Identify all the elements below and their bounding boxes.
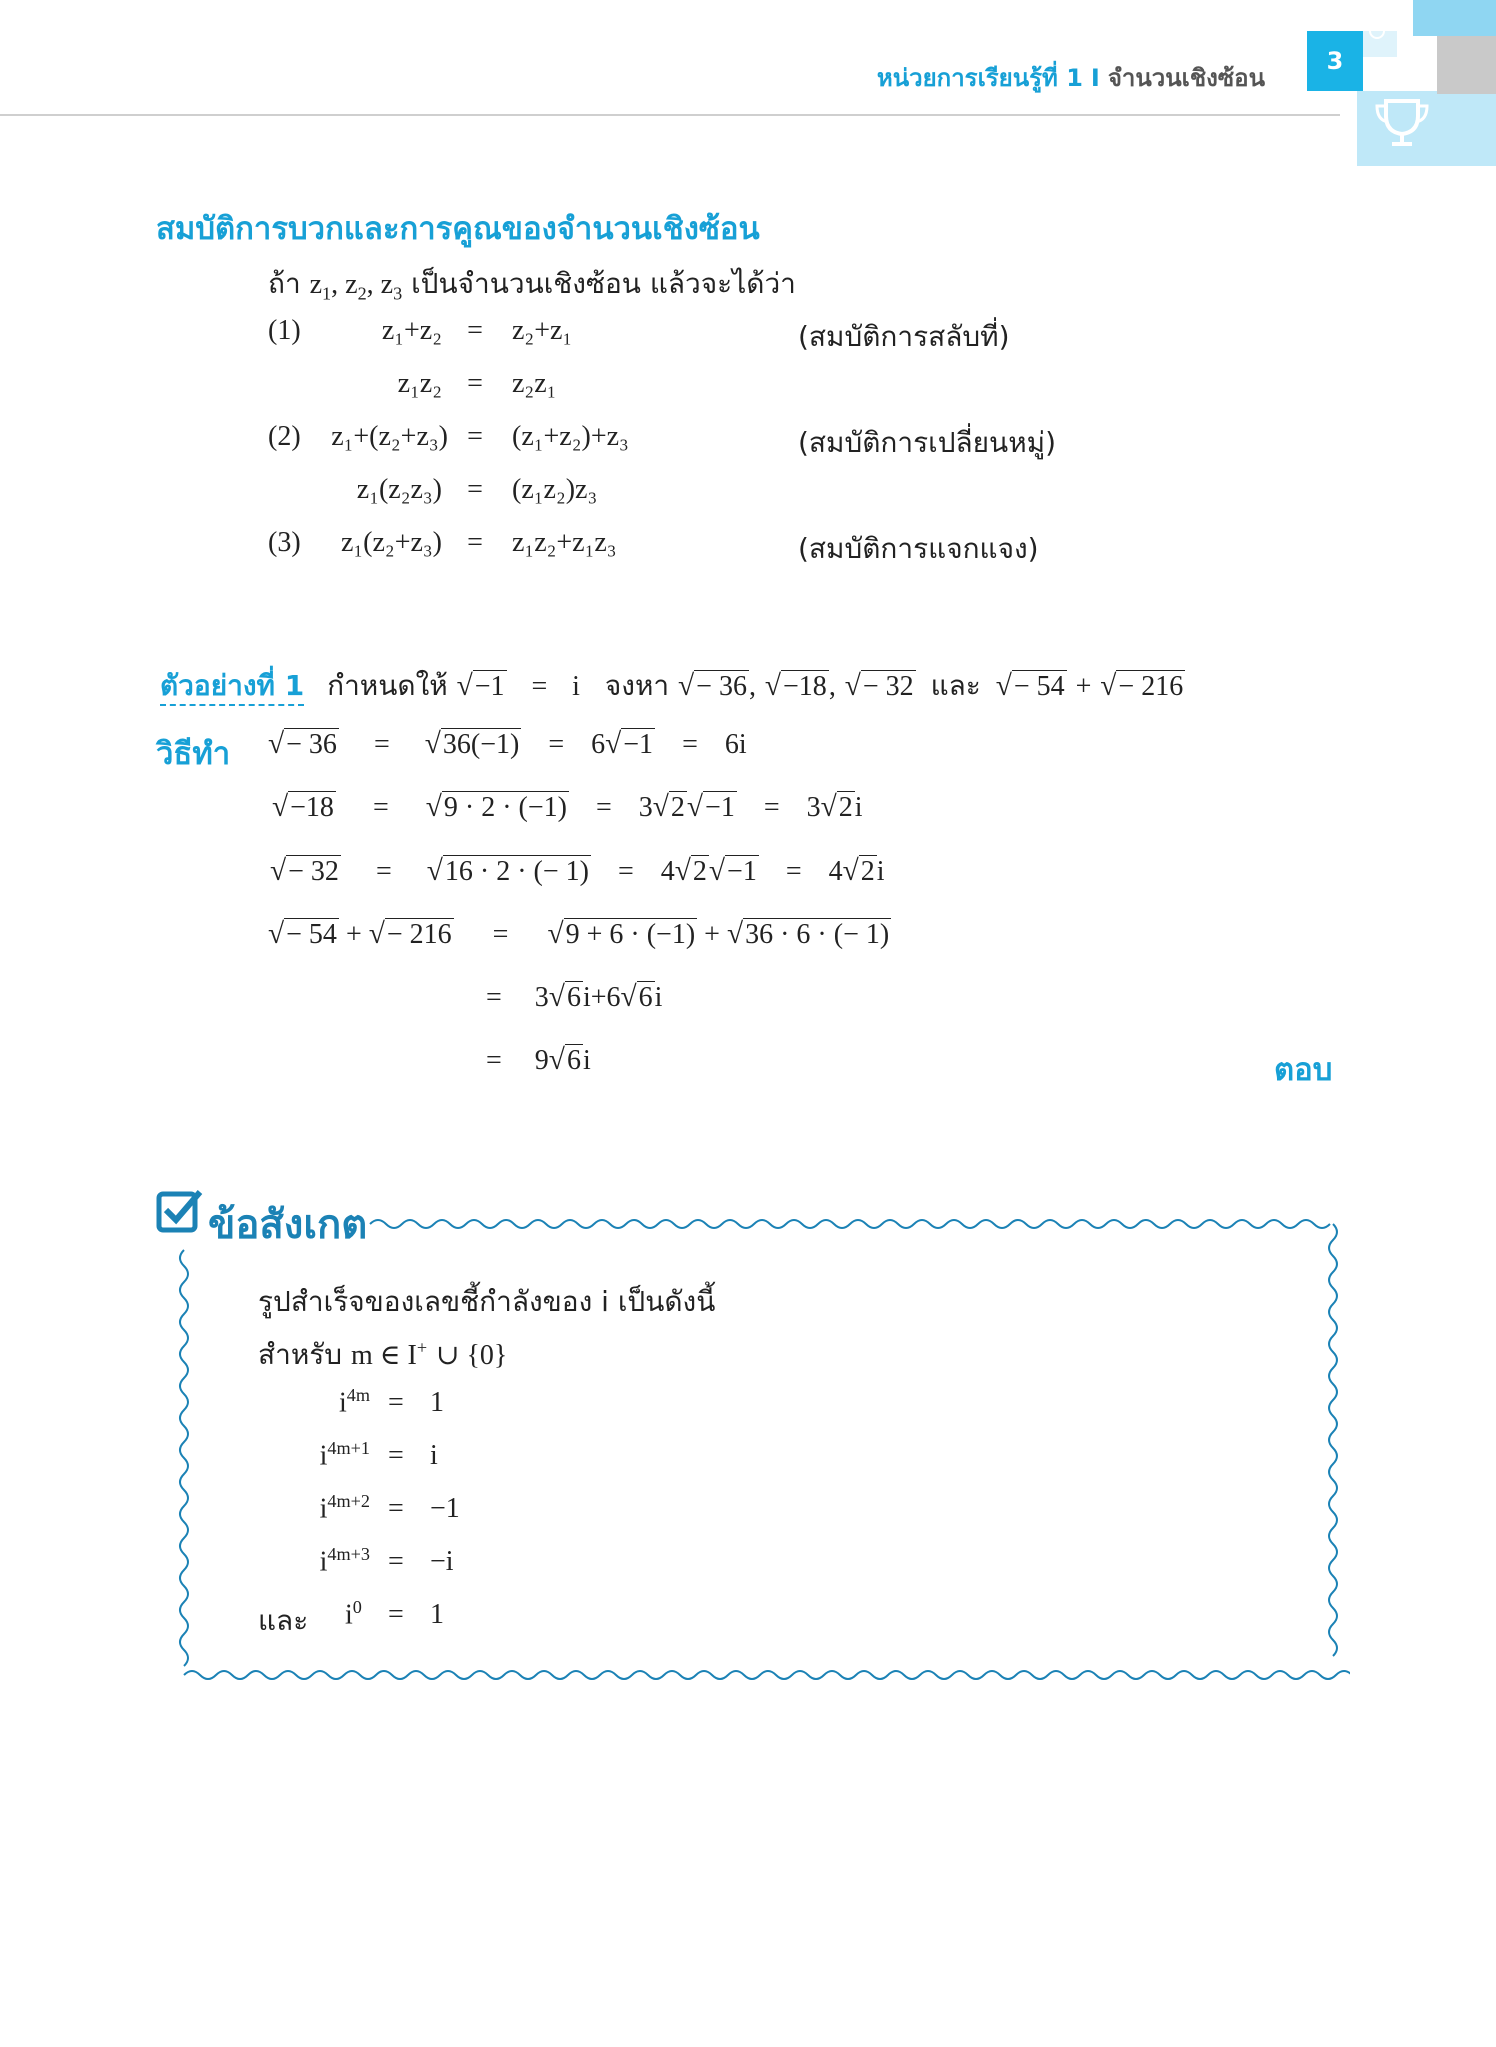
row-rhs: z₁z₂+z₁z₃ <box>512 527 617 558</box>
power-value: 1 <box>430 1599 444 1630</box>
base: i <box>319 1440 328 1472</box>
equals: = <box>492 919 509 950</box>
radicand: − 32 <box>862 671 914 702</box>
solution-label: วิธีทำ <box>156 736 231 772</box>
radicand: − 54 <box>1013 671 1065 702</box>
equals: = <box>388 1387 404 1418</box>
row-lhs: z₁(z₂+z₃) <box>340 527 442 558</box>
header-decoration <box>1437 36 1496 94</box>
equals: = <box>372 792 389 823</box>
for-text: สำหรับ <box>258 1338 343 1371</box>
radical: √16 · 2 · (− 1) <box>426 855 589 887</box>
plus: + <box>1075 671 1092 702</box>
row-eq: = <box>467 315 483 346</box>
power-lhs <box>270 1491 370 1525</box>
example-label: ตัวอย่างที่ 1 <box>160 669 304 706</box>
radical: √9 · 2 · (−1) <box>425 791 567 823</box>
equals: = <box>531 671 548 702</box>
row-rhs: z₂+z₁ <box>512 315 573 346</box>
radicand: −18 <box>290 792 334 823</box>
header-separator: I <box>1090 64 1100 92</box>
row-number: (1) <box>268 315 301 346</box>
radical: √2 <box>842 855 875 887</box>
solution-step-3 <box>270 855 885 888</box>
equals: = <box>486 982 502 1013</box>
superscript: + <box>416 1337 428 1358</box>
radical: √− 32 <box>844 670 914 702</box>
imag-unit: i <box>876 856 885 887</box>
radicand: −18 <box>783 671 827 702</box>
radicand: 6 <box>638 982 653 1013</box>
imag-unit: i <box>582 1045 591 1076</box>
radical: √− 54 <box>268 918 337 950</box>
radical: √− 32 <box>270 855 339 887</box>
power-lhs <box>345 1597 362 1631</box>
equals: = <box>595 792 612 823</box>
row-lhs: z₁z₂ <box>397 368 442 399</box>
row-rhs: z₂z₁ <box>512 368 557 399</box>
exponent: 4m+3 <box>327 1544 370 1564</box>
radicand: 2 <box>692 856 707 887</box>
example-line <box>160 664 1185 708</box>
set-math: m ∈ I <box>351 1340 417 1371</box>
row-note: (สมบัติการสลับที่) <box>798 320 1010 353</box>
radical: √36(−1) <box>424 728 520 760</box>
equals: = <box>548 729 565 760</box>
radical: √− 36 <box>678 670 747 702</box>
radical: √2 <box>652 791 685 823</box>
intro-line: ถ้า $z_1$, $z_2$, $z_3$ เป็นจำนวนเชิงซ้อน แล้วจะได้ว่า <box>268 267 796 304</box>
trophy-icon <box>1372 96 1432 151</box>
solution-step-2 <box>272 791 863 824</box>
row-eq: = <box>467 527 483 558</box>
base: i <box>338 1387 347 1419</box>
equals: = <box>785 856 802 887</box>
radical: √−1 <box>605 728 654 760</box>
imag-unit: i <box>654 982 663 1013</box>
section-title: สมบัติการบวกและการคูณของจำนวนเชิงซ้อน <box>156 211 760 247</box>
radicand: 9 + 6 · (−1) <box>565 919 696 950</box>
comma: , <box>828 671 836 702</box>
header-divider <box>0 114 1340 116</box>
coefficient: 4 <box>660 856 675 887</box>
intro-prefix: ถ้า <box>268 267 301 300</box>
radical: √−1 <box>686 791 735 823</box>
and-text: และ <box>258 1604 309 1637</box>
given-text: กำหนดให้ <box>327 669 448 702</box>
solution-step-5 <box>486 981 662 1014</box>
radicand: 6 <box>566 1045 581 1076</box>
row-rhs: (z₁z₂)z₃ <box>512 474 598 505</box>
radical: √− 216 <box>368 918 452 950</box>
equals: = <box>373 729 390 760</box>
equals: = <box>388 1599 404 1630</box>
equals: = <box>682 729 698 760</box>
radical: √6 <box>548 1044 581 1076</box>
row-number: (3) <box>268 527 301 558</box>
row-lhs: z₁+(z₂+z₃) <box>331 421 448 452</box>
radicand: − 32 <box>288 856 339 887</box>
radicand: 2 <box>860 856 875 887</box>
comma: , <box>748 671 756 702</box>
exponent: 4m+1 <box>327 1438 370 1458</box>
radical: √2 <box>674 855 707 887</box>
solution-step-6 <box>486 1044 591 1077</box>
radical: √2 <box>820 791 853 823</box>
imag-unit: i <box>572 671 580 702</box>
chapter-label: จำนวนเชิงซ้อน <box>1107 64 1265 92</box>
power-value: −i <box>430 1546 454 1577</box>
row-note: (สมบัติการแจกแจง) <box>798 532 1039 565</box>
coefficient: 3 <box>638 792 653 823</box>
radicand: 2 <box>670 792 685 823</box>
radicand: −1 <box>474 671 505 702</box>
coefficient: 6 <box>591 729 606 760</box>
power-lhs <box>270 1544 370 1578</box>
row-note: (สมบัติการเปลี่ยนหมู่) <box>798 426 1057 459</box>
imag-unit: i <box>854 792 863 823</box>
radicand: 36(−1) <box>442 729 520 760</box>
row-number: (2) <box>268 421 301 452</box>
radicand: 2 <box>838 792 853 823</box>
answer-label: ตอบ <box>1274 1052 1333 1088</box>
power-value: i <box>430 1440 438 1471</box>
row-lhs: z₁+z₂ <box>381 315 442 346</box>
radical: √−1 <box>708 855 757 887</box>
radical: √− 54 <box>995 670 1065 702</box>
radicand: − 36 <box>286 729 337 760</box>
row-eq: = <box>467 368 483 399</box>
equals: = <box>375 856 392 887</box>
radical: √− 36 <box>268 728 337 760</box>
radicand: −1 <box>623 729 654 760</box>
row-lhs: z₁(z₂z₃) <box>356 474 442 505</box>
base: i <box>319 1493 328 1525</box>
find-text: จงหา <box>604 669 670 702</box>
radicand: − 216 <box>1118 671 1184 702</box>
radicand: 36 · 6 · (− 1) <box>745 919 890 950</box>
coefficient: 4 <box>828 856 843 887</box>
row-eq: = <box>467 421 483 452</box>
note-text: รูปสำเร็จของเลขชี้กำลังของ i เป็นดังนี้ <box>258 1285 716 1318</box>
radicand: 9 · 2 · (−1) <box>443 792 567 823</box>
term: i+6 <box>582 982 621 1013</box>
radical: √9 + 6 · (−1) <box>547 918 696 950</box>
set-union: ∪ {0} <box>436 1340 508 1371</box>
base: i <box>345 1599 353 1631</box>
radicand: − 216 <box>386 919 452 950</box>
radical: √−18 <box>764 670 827 702</box>
running-header <box>0 58 1265 97</box>
radical: √6 <box>620 981 653 1013</box>
lightbulb-icon <box>1360 14 1394 48</box>
intro-suffix: เป็นจำนวนเชิงซ้อน แล้วจะได้ว่า <box>411 267 796 300</box>
radical: √−18 <box>272 791 334 823</box>
note-line-1 <box>258 1280 715 1324</box>
page-number-text: 3 <box>1326 47 1344 75</box>
power-lhs <box>270 1385 370 1419</box>
power-value: 1 <box>430 1387 444 1418</box>
exponent: 0 <box>352 1597 362 1617</box>
equals: = <box>486 1045 502 1076</box>
equals: = <box>388 1493 404 1524</box>
radicand: 6 <box>566 982 581 1013</box>
radicand: −1 <box>727 856 757 887</box>
solution-step-4 <box>268 918 891 951</box>
and-text: และ <box>930 669 981 702</box>
radical: √− 216 <box>1100 670 1184 702</box>
note-title: ข้อสังเกต <box>208 1202 368 1248</box>
radicand: − 36 <box>696 671 747 702</box>
unit-label: หน่วยการเรียนรู้ที่ 1 <box>876 64 1083 92</box>
base: i <box>319 1546 328 1578</box>
radicand: 16 · 2 · (− 1) <box>444 856 589 887</box>
power-lhs <box>270 1438 370 1472</box>
row-rhs: (z₁+z₂)+z₃ <box>512 421 629 452</box>
header-decoration <box>1413 0 1496 36</box>
row-eq: = <box>467 474 483 505</box>
radical: √36 · 6 · (− 1) <box>726 918 890 950</box>
radicand: −1 <box>705 792 735 823</box>
equals: = <box>617 856 634 887</box>
plus: + <box>345 919 362 950</box>
exponent: 4m <box>346 1385 370 1405</box>
coefficient: 9 <box>534 1045 549 1076</box>
radicand: − 54 <box>286 919 337 950</box>
power-value: −1 <box>430 1493 460 1524</box>
exponent: 4m+2 <box>327 1491 370 1511</box>
radical: √6 <box>548 981 581 1013</box>
page-number <box>1307 31 1363 91</box>
result: 6i <box>724 729 747 760</box>
solution-step-1 <box>268 728 747 761</box>
equals: = <box>763 792 780 823</box>
equals: = <box>388 1440 404 1471</box>
coefficient: 3 <box>806 792 821 823</box>
plus: + <box>704 919 720 950</box>
equals: = <box>388 1546 404 1577</box>
note-line-2 <box>258 1333 507 1377</box>
header-decoration <box>1437 94 1496 166</box>
radical: √−1 <box>456 670 505 702</box>
coefficient: 3 <box>534 982 549 1013</box>
